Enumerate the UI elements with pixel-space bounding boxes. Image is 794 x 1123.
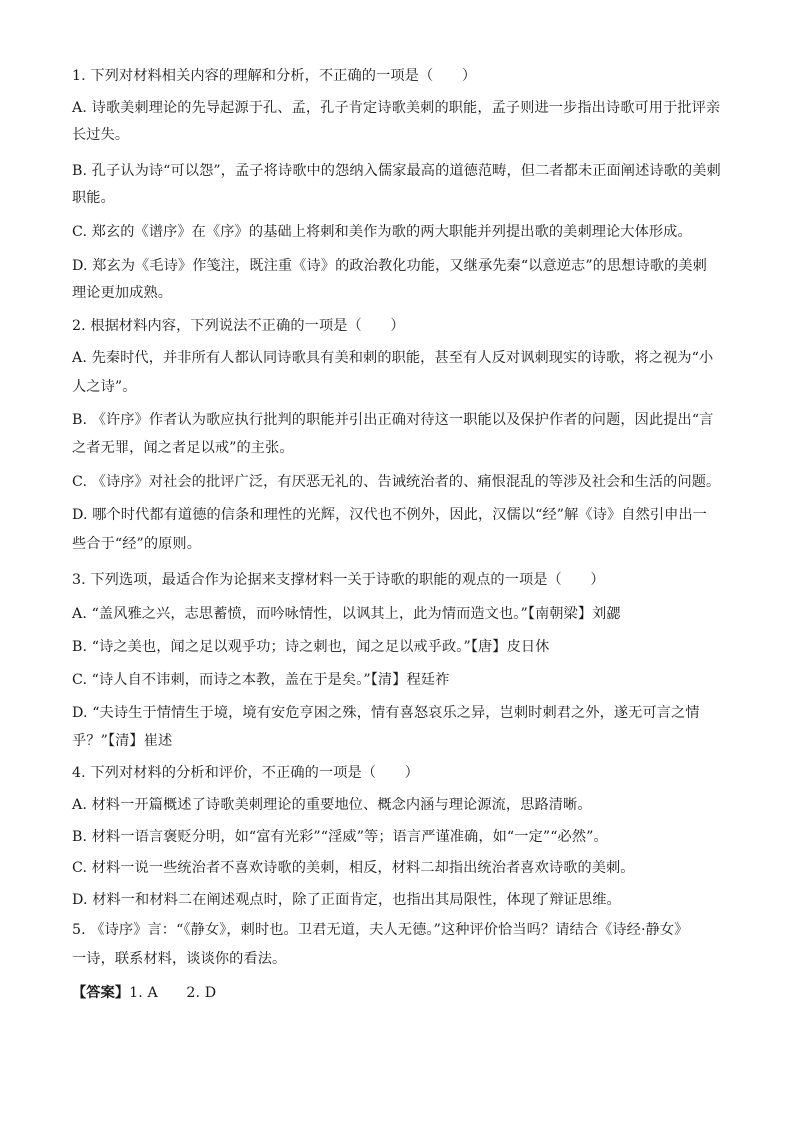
question-3-option-d: D. “夫诗生于情情生于境，境有安危亨困之殊，情有喜怒哀乐之异，岂刺时刺君之外，遂无可言之情 — [72, 705, 700, 721]
question-2-option-b: B. 《许序》作者认为歌应执行批判的职能并引出正确对待这一职能以及保护作者的问题，因此提出“言 — [72, 412, 714, 428]
question-2-option-d: D. 哪个时代都有道德的信条和理性的光辉，汉代也不例外，因此，汉儒以“经”解《诗》自然引申出一 — [72, 507, 707, 523]
question-5-stem-cont: 一诗，联系材料，谈谈你的看法。 — [72, 951, 287, 967]
question-4-option-a: A. 材料一开篇概述了诗歌美刺理论的重要地位、概念内涵与理论源流，思路清晰。 — [72, 797, 592, 813]
question-1-option-d-cont: 理论更加成熟。 — [72, 285, 173, 301]
question-1-option-a-cont: 长过失。 — [72, 127, 130, 143]
question-1-option-a: A. 诗歌美刺理论的先导起源于孔、孟，孔子肯定诗歌美刺的职能，孟子则进一步指出诗歌可用于批评亲 — [72, 100, 721, 116]
question-4-stem: 4. 下列对材料的分析和评价，不正确的一项是（ ） — [72, 765, 419, 781]
question-1-option-c: C. 郑玄的《谱序》在《序》的基础上将刺和美作为歌的两大职能并列提出歌的美刺理论大体形成。 — [72, 224, 692, 240]
question-1-option-d: D. 郑玄为《毛诗》作笺注，既注重《诗》的政治教化功能，又继承先秦“以意逆志”的思想诗歌的美刺 — [72, 258, 707, 274]
question-1-stem: 1. 下列对材料相关内容的理解和分析，不正确的一项是（ ） — [72, 68, 477, 84]
question-1-option-b-cont: 职能。 — [72, 190, 115, 206]
answer-line — [72, 983, 216, 1003]
question-3-option-c: C. “诗人自不讳刺，而诗之本教，盖在于是矣。”【清】程廷祚 — [72, 672, 450, 688]
question-2-option-b-cont: 之者无罪，闻之者足以戒”的主张。 — [72, 440, 294, 456]
question-3-option-a: A. “盖风雅之兴，志思蓄愤，而吟咏情性，以讽其上，此为情而造文也。”【南朝梁】刘勰 — [72, 606, 621, 622]
question-3-stem: 3. 下列选项，最适合作为论据来支撑材料一关于诗歌的职能的观点的一项是（ ） — [72, 572, 605, 588]
question-2-stem: 2. 根据材料内容，下列说法不正确的一项是（ ） — [72, 318, 405, 334]
question-4-option-b: B. 材料一语言褒贬分明，如“富有光彩”“淫威”等；语言严谨准确，如“一定”“必然”。 — [72, 829, 608, 845]
question-1-option-b: B. 孔子认为诗“可以怨”，孟子将诗歌中的怨纳入儒家最高的道德范畴，但二者都未正面阐述诗歌的美刺 — [72, 163, 721, 179]
question-3-option-d-cont: 乎？”【清】崔述 — [72, 733, 173, 749]
question-5-stem: 5. 《诗序》言：“《静女》，刺时也。卫君无道，夫人无德。”这种评价恰当吗？请结合《诗经·静女》 — [72, 922, 689, 938]
question-2-option-c: C. 《诗序》对社会的批评广泛，有厌恶无礼的、告诫统治者的、痛恨混乱的等涉及社会和生活的问题。 — [72, 474, 721, 490]
answer-tag: 【答案】 — [72, 985, 130, 1001]
question-4-option-d: D. 材料一和材料二在阐述观点时，除了正面肯定，也指出其局限性，体现了辩证思维。 — [72, 892, 621, 908]
question-4-option-c: C. 材料一说一些统治者不喜欢诗歌的美刺，相反，材料二却指出统治者喜欢诗歌的美刺。 — [72, 860, 635, 876]
answer-text: 1. A 2. D — [129, 985, 217, 1001]
question-2-option-a-cont: 人之诗”。 — [72, 379, 137, 395]
question-2-option-d-cont: 些合于“经”的原则。 — [72, 536, 202, 552]
question-2-option-a: A. 先秦时代，并非所有人都认同诗歌具有美和刺的职能，甚至有人反对讽刺现实的诗歌，将之视为“小 — [72, 350, 714, 366]
question-3-option-b: B. “诗之美也，闻之足以观乎功；诗之刺也，闻之足以戒乎政。”【唐】皮日休 — [72, 639, 550, 655]
